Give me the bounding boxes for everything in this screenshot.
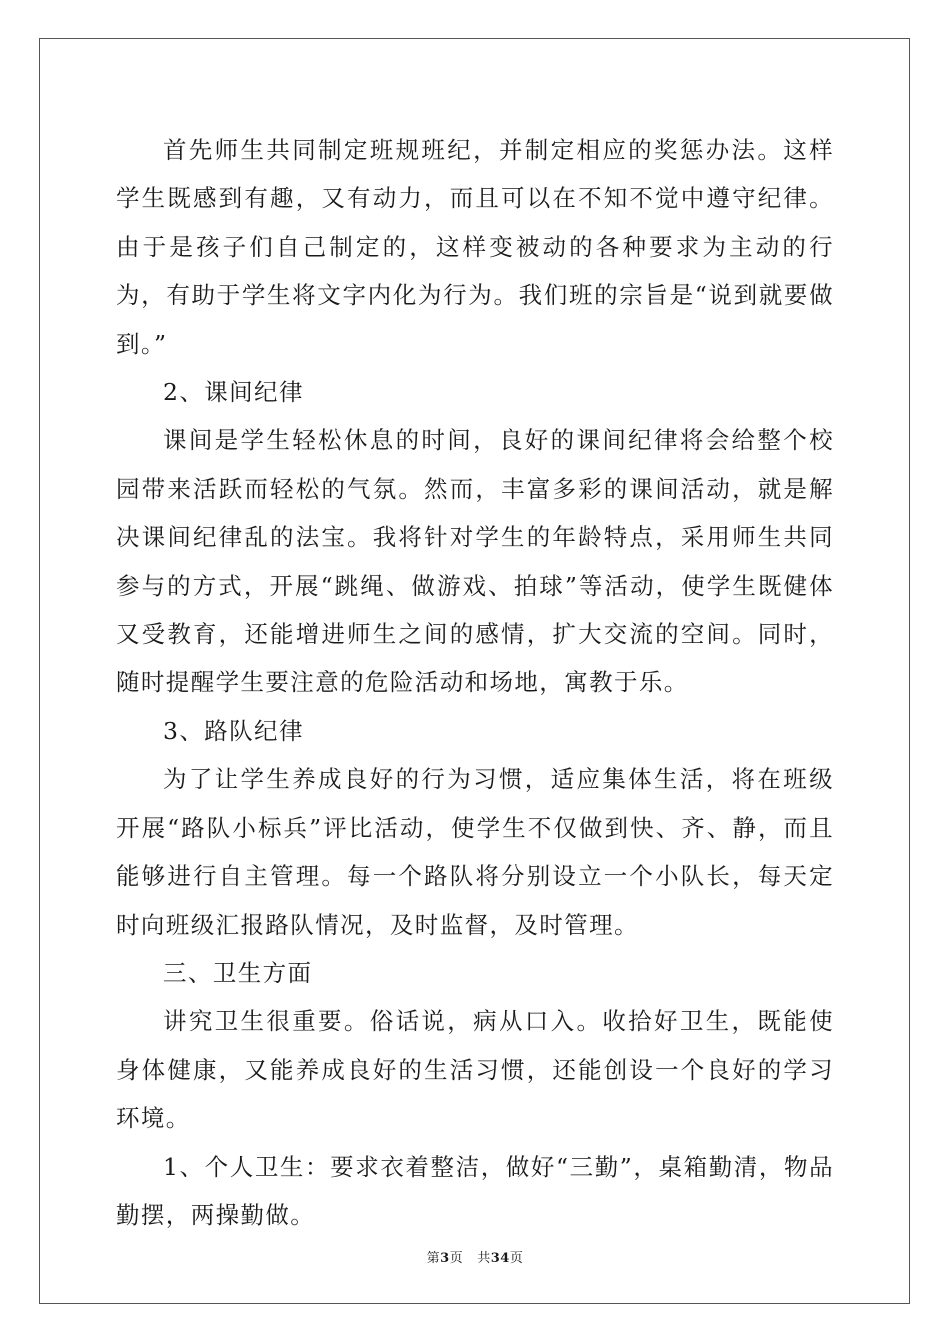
paragraph-class-rules: 首先师生共同制定班规班纪，并制定相应的奖惩办法。这样学生既感到有趣，又有动力，而且可以在不知不觉中遵守纪律。由于是孩子们自己制定的，这样变被动的各种要求为主动的行为，有助于学生将文字内化为行为。我们班的宗旨是“说到就要做到。”: [116, 136, 834, 358]
footer-page-current: 3: [440, 1251, 450, 1266]
paragraph-recess-discipline: 课间是学生轻松休息的时间，良好的课间纪律将会给整个校园带来活跃而轻松的气氛。然而，丰富多彩的课间活动，就是解决课间纪律乱的法宝。我将针对学生的年龄特点，采用师生共同参与的方式，开展“跳绳、做游戏、拍球”等活动，使学生既健体又受教育，还能增进师生之间的感情，扩大交流的空间。同时，随时提醒学生要注意的危险活动和场地，寓教于乐。: [116, 426, 834, 697]
heading-recess-discipline: 2、课间纪律: [163, 378, 304, 407]
document-body: [116, 126, 834, 1239]
footer-page-unit: 页: [449, 1251, 464, 1266]
page-footer: [0, 1247, 950, 1266]
footer-total-unit: 页: [509, 1251, 524, 1266]
paragraph-queue-discipline: 为了让学生养成良好的行为习惯，适应集体生活，将在班级开展“路队小标兵”评比活动，使学生不仅做到快、齐、静，而且能够进行自主管理。每一个路队将分别设立一个小队长，每天定时向班级汇报路队情况，及时监督，及时管理。: [116, 765, 834, 939]
footer-page-prefix: 第: [426, 1251, 441, 1266]
heading-queue-discipline: 3、路队纪律: [163, 716, 304, 745]
heading-hygiene: 三、卫生方面: [163, 958, 313, 987]
footer-total-prefix: 共: [477, 1251, 491, 1266]
footer-page-total: 34: [490, 1251, 510, 1266]
paragraph-hygiene-intro: 讲究卫生很重要。俗话说，病从口入。收拾好卫生，既能使身体健康，又能养成良好的生活习惯，还能创设一个良好的学习环境。: [116, 1007, 834, 1133]
paragraph-personal-hygiene: 1、个人卫生：要求衣着整洁，做好“三勤”，桌箱勤清，物品勤摆，两操勤做。: [116, 1152, 834, 1229]
